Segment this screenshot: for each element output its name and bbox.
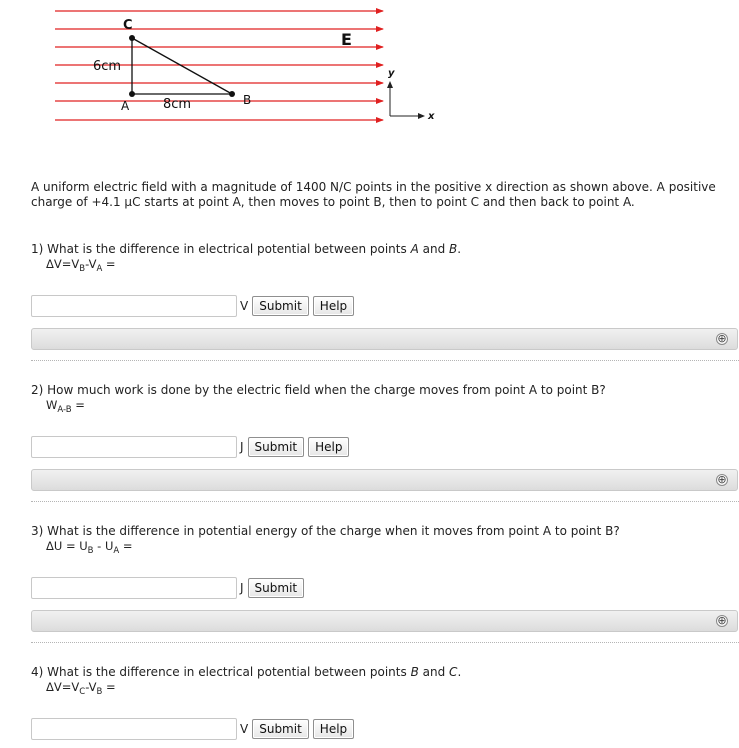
submit-button-1[interactable]: Submit xyxy=(252,296,309,316)
axes xyxy=(390,82,424,116)
expand-plus-icon[interactable]: ⊕ xyxy=(717,614,727,627)
question-4-answer-row xyxy=(31,717,358,741)
question-2-text: 2) How much work is done by the electric field when the charge moves from point A to point B? xyxy=(31,383,606,397)
expand-plus-icon[interactable]: ⊕ xyxy=(717,332,727,345)
answer-input-4[interactable] xyxy=(31,718,237,740)
unit-label-4: V xyxy=(240,722,249,736)
unit-label-2: J xyxy=(240,440,244,454)
expand-plus-icon[interactable]: ⊕ xyxy=(717,473,727,486)
submit-button-2[interactable]: Submit xyxy=(248,437,305,457)
divider xyxy=(31,501,739,502)
help-button-4[interactable]: Help xyxy=(313,719,354,739)
divider xyxy=(31,360,739,361)
answer-input-3[interactable] xyxy=(31,577,237,599)
expand-bar-2[interactable] xyxy=(31,469,738,491)
label-side-ac: 6cm xyxy=(93,59,122,74)
expand-bar-1[interactable] xyxy=(31,328,738,350)
expand-bar-3[interactable] xyxy=(31,610,738,632)
question-3-text: 3) What is the difference in potential energy of the charge when it moves from point A to point B? xyxy=(31,524,620,538)
question-4-formula: $\Delta V=V_C-V_B$ = xyxy=(46,680,116,697)
question-4 xyxy=(31,665,731,695)
question-3 xyxy=(31,524,731,554)
label-axis-x: x xyxy=(428,111,435,122)
label-axis-y: y xyxy=(388,68,395,79)
label-field-e: E xyxy=(341,30,352,49)
help-button-1[interactable]: Help xyxy=(313,296,354,316)
question-1-answer-row xyxy=(31,294,358,318)
unit-label-3: J xyxy=(240,581,244,595)
question-1 xyxy=(31,242,731,272)
submit-button-4[interactable]: Submit xyxy=(252,719,309,739)
point-b-dot xyxy=(229,91,235,97)
question-4-text: 4) What is the difference in electrical potential between points B and C. xyxy=(31,665,462,679)
submit-button-3[interactable]: Submit xyxy=(248,578,305,598)
label-point-a: A xyxy=(121,99,130,113)
problem-statement: A uniform electric field with a magnitude of 1400 N/C points in the positive x direction as shown above. A positive charge of +4.1 μC starts at point A, then moves to point B, then to point C and then back to point A. xyxy=(31,180,716,209)
help-button-2[interactable]: Help xyxy=(308,437,349,457)
electric-field-diagram xyxy=(0,0,739,140)
answer-input-2[interactable] xyxy=(31,436,237,458)
question-2-formula: $W_{A-B}$ = xyxy=(46,398,85,415)
question-1-text: 1) What is the difference in electrical potential between points A and B. xyxy=(31,242,462,256)
point-a-dot xyxy=(129,91,135,97)
divider xyxy=(31,642,739,643)
point-c-dot xyxy=(129,35,135,41)
answer-input-1[interactable] xyxy=(31,295,237,317)
question-1-formula: $\Delta V=V_B-V_A$ = xyxy=(46,257,116,274)
label-point-c: C xyxy=(123,18,133,33)
question-2 xyxy=(31,383,731,413)
question-3-answer-row xyxy=(31,576,308,600)
question-3-formula: $\Delta U = U_B - U_A$ = xyxy=(46,539,133,556)
question-2-answer-row xyxy=(31,435,353,459)
label-point-b: B xyxy=(243,93,252,107)
label-side-ab: 8cm xyxy=(163,97,192,112)
unit-label-1: V xyxy=(240,299,249,313)
